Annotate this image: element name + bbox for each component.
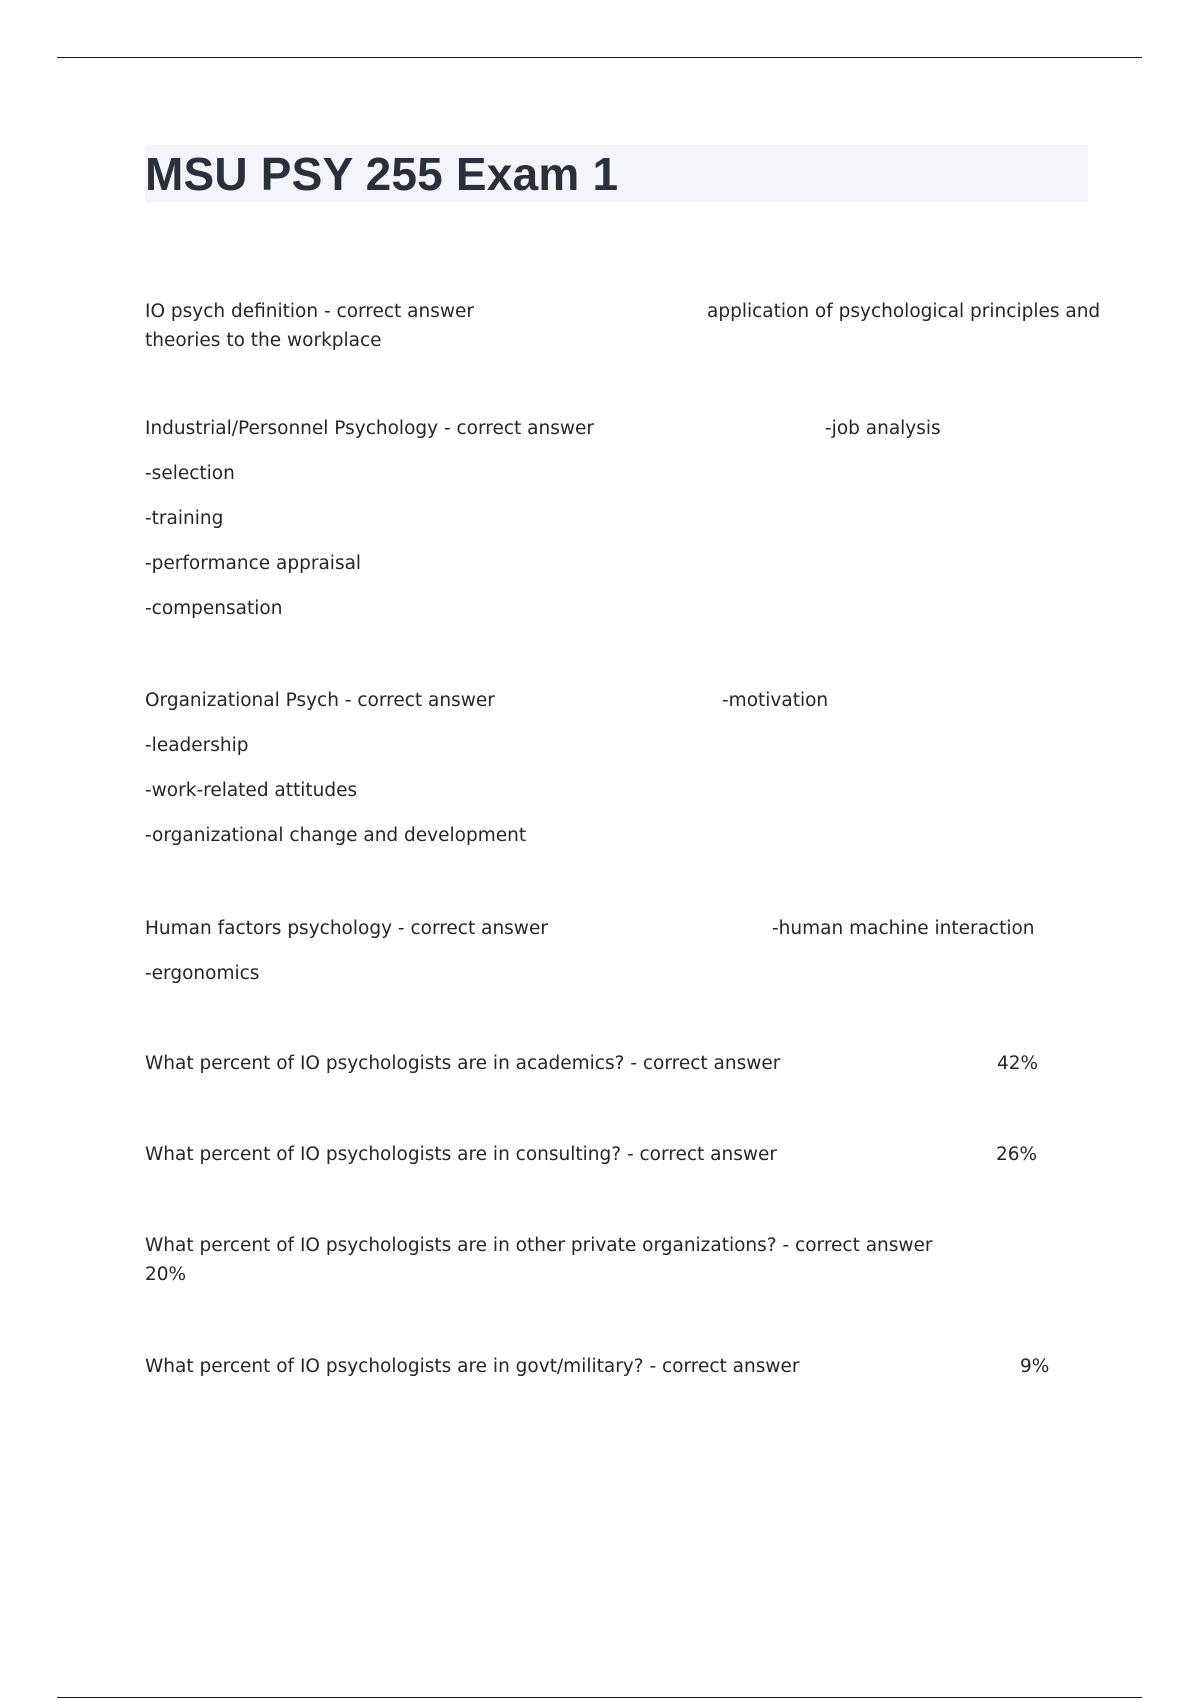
top-rule bbox=[57, 57, 1142, 58]
question-line bbox=[145, 1140, 1090, 1169]
answer-text: 9% bbox=[1020, 1356, 1050, 1377]
answer-text: 26% bbox=[996, 1144, 1038, 1165]
answer-text: -human machine interaction bbox=[772, 918, 1035, 939]
question-line bbox=[145, 414, 1090, 443]
question-text: What percent of IO psychologists are in consulting? - correct answer bbox=[145, 1144, 777, 1165]
qa-entry bbox=[145, 414, 1090, 623]
answer-text: -motivation bbox=[722, 690, 829, 711]
question-text: What percent of IO psychologists are in other private organizations? - correct answer bbox=[145, 1235, 933, 1256]
answer-text: application of psychological principles and bbox=[707, 301, 1101, 322]
question-line bbox=[145, 1352, 1090, 1381]
answer-text: 42% bbox=[997, 1053, 1039, 1074]
answer-continuation: 20% bbox=[145, 1264, 187, 1285]
answer-item: -ergonomics bbox=[145, 963, 260, 984]
question-text: What percent of IO psychologists are in govt/military? - correct answer bbox=[145, 1356, 800, 1377]
qa-entry bbox=[145, 1049, 1090, 1078]
answer-item: -compensation bbox=[145, 598, 283, 619]
question-text: Human factors psychology - correct answer bbox=[145, 918, 548, 939]
bottom-rule bbox=[57, 1697, 1142, 1698]
answer-item: -performance appraisal bbox=[145, 553, 362, 574]
answer-item: -leadership bbox=[145, 735, 249, 756]
answer-text: -job analysis bbox=[825, 418, 941, 439]
answer-continuation: theories to the workplace bbox=[145, 330, 382, 351]
answer-item: -training bbox=[145, 508, 224, 529]
question-line bbox=[145, 1231, 1090, 1260]
question-line bbox=[145, 914, 1090, 943]
question-text: Organizational Psych - correct answer bbox=[145, 690, 495, 711]
qa-entry bbox=[145, 914, 1090, 988]
qa-entry bbox=[145, 297, 1101, 355]
question-line bbox=[145, 686, 1090, 715]
question-line bbox=[145, 297, 1101, 326]
qa-entry bbox=[145, 1140, 1090, 1169]
page-title: MSU PSY 255 Exam 1 bbox=[145, 148, 619, 200]
answer-item: -work-related attitudes bbox=[145, 780, 358, 801]
answer-item: -selection bbox=[145, 463, 235, 484]
answer-item: -organizational change and development bbox=[145, 825, 527, 846]
qa-entry bbox=[145, 1231, 1090, 1289]
question-text: What percent of IO psychologists are in academics? - correct answer bbox=[145, 1053, 781, 1074]
qa-entry bbox=[145, 1352, 1090, 1381]
qa-entry bbox=[145, 686, 1090, 850]
question-text: Industrial/Personnel Psychology - correct answer bbox=[145, 418, 594, 439]
question-text: IO psych definition - correct answer bbox=[145, 301, 474, 322]
question-line bbox=[145, 1049, 1090, 1078]
